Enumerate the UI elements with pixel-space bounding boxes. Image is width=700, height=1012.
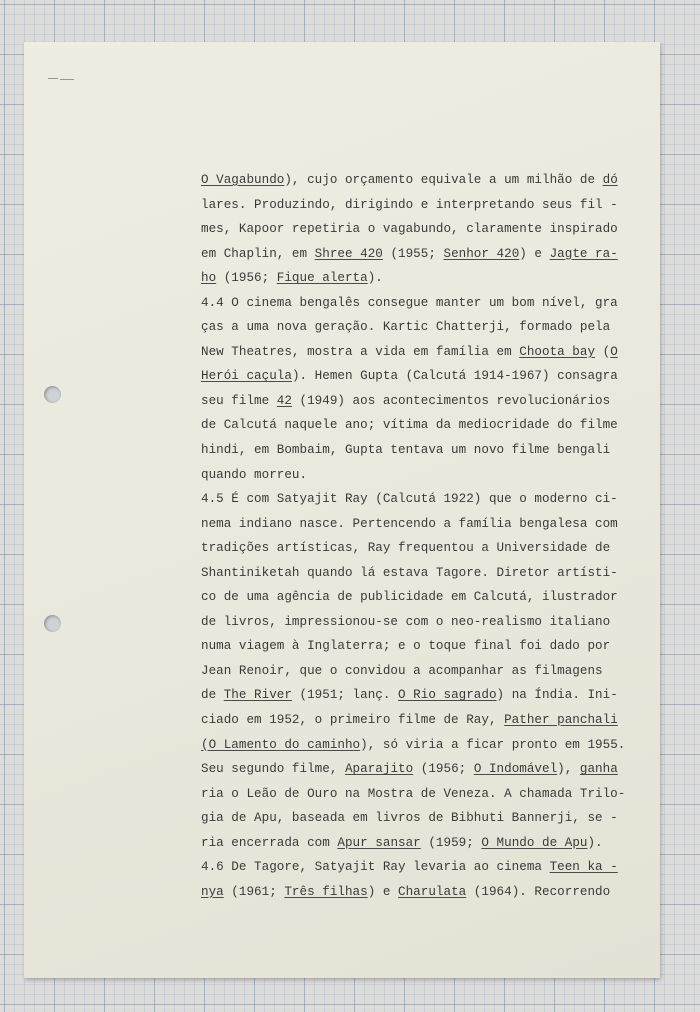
text-segment: ) na Índia. Ini- [496, 688, 618, 703]
text-line [201, 659, 621, 684]
underlined-title: O [610, 344, 618, 359]
pencil-mark [48, 78, 58, 79]
text-segment: (1949) aos acontecimentos revolucionários [291, 393, 611, 408]
text-segment: ), [557, 762, 580, 777]
underlined-title: Senhor 420 [443, 246, 520, 261]
underlined-title: Três filhas [284, 884, 368, 899]
text-segment: Jean Renoir, que o convidou a acompanhar as filmagens [201, 663, 603, 678]
text-segment: ria encerrada com [201, 835, 338, 850]
text-segment: (1956; [216, 271, 277, 286]
text-segment: ) e [519, 246, 550, 261]
text-line [201, 536, 621, 561]
underlined-title: Apur sansar [337, 835, 421, 850]
text-line [201, 315, 621, 340]
underlined-title: Aparajito [344, 762, 414, 777]
text-segment: New Theatres, mostra a vida em família em [201, 344, 520, 359]
text-segment: hindi, em Bombaim, Gupta tentava um novo filme bengali [201, 443, 611, 458]
typewritten-page [24, 42, 660, 978]
text-line [201, 389, 621, 414]
text-line [201, 585, 621, 610]
text-segment: (1961; [223, 884, 285, 899]
text-segment: em Chaplin, em [201, 246, 315, 261]
text-line [201, 561, 621, 586]
text-segment: ) e [367, 884, 399, 899]
underlined-title: ho [201, 271, 217, 286]
text-segment: ), só viria a ficar pronto em 1955. [360, 737, 626, 752]
text-segment: ciado em 1952, o primeiro filme de Ray, [201, 713, 505, 728]
text-line [201, 193, 621, 218]
underlined-title: Shree 420 [314, 246, 383, 261]
underlined-title: The River [223, 688, 292, 703]
text-segment: (1951; lanç. [291, 688, 399, 703]
text-line [201, 168, 621, 193]
text-segment: numa viagem à Inglaterra; e o toque final foi dado por [201, 639, 611, 654]
underlined-title: Pather panchali [504, 713, 618, 728]
text-segment: 4.6 De Tagore, Satyajit Ray levaria ao cinema [201, 860, 550, 875]
underlined-title: O Vagabundo [201, 173, 285, 187]
underlined-title: O Mundo de Apu [481, 835, 588, 850]
text-line [201, 610, 621, 635]
text-segment: de [201, 688, 224, 703]
text-segment: (1964). Recorrendo [466, 884, 611, 899]
text-line [201, 782, 626, 807]
underlined-title: (O Lamento do caminho [201, 737, 361, 752]
text-segment: (1955; [382, 246, 444, 261]
text-line [201, 733, 626, 758]
text-line [201, 413, 621, 438]
text-line [201, 217, 621, 242]
underlined-title: O Rio sagrado [398, 688, 497, 703]
text-line [201, 634, 621, 659]
text-segment: de Calcutá naquele ano; vítima da mediocridade do filme [201, 418, 618, 433]
text-segment: ria o Leão de Ouro na Mostra de Veneza. A chamada Trilo- [201, 786, 626, 801]
text-segment: tradições artísticas, Ray frequentou a Universidade de [201, 541, 611, 556]
text-segment: nema indiano nasce. Pertencendo a família bengalesa com [201, 516, 618, 531]
pencil-mark [60, 79, 74, 80]
punch-hole-bottom [44, 615, 61, 632]
text-segment: 4.4 O cinema bengalês consegue manter um bom nível, gra [201, 295, 618, 310]
text-segment: ). [367, 271, 383, 286]
text-segment: co de uma agência de publicidade em Calcutá, ilustrador [201, 590, 618, 605]
text-line [201, 463, 621, 488]
text-line [201, 364, 621, 389]
punch-hole-top [44, 386, 61, 403]
text-segment: Shantiniketah quando lá estava Tagore. Diretor artísti- [201, 565, 618, 580]
text-line [201, 880, 621, 905]
text-segment: ( [595, 344, 611, 359]
underlined-title: Fique alerta [276, 271, 368, 286]
underlined-title: nya [201, 884, 224, 899]
text-segment: 4.5 É com Satyajit Ray (Calcutá 1922) que o moderno ci- [201, 492, 618, 507]
underlined-title: Herói caçula [201, 369, 292, 384]
underlined-title: Charulata [398, 884, 467, 899]
text-segment: ). [587, 835, 603, 850]
text-line [201, 831, 621, 856]
underlined-title: dó [602, 173, 618, 187]
text-segment: Seu segundo filme, [201, 762, 345, 777]
text-segment: lares. Produzindo, dirigindo e interpretando seus fil - [201, 197, 618, 212]
text-segment: (1959; [420, 835, 482, 850]
text-line [201, 683, 621, 708]
underlined-title: ganha [579, 762, 618, 777]
underlined-title: O Indomável [473, 762, 558, 777]
document-body [201, 168, 626, 904]
text-segment: mes, Kapoor repetiria o vagabundo, claramente inspirado [201, 222, 618, 237]
text-line [201, 242, 621, 267]
underlined-title: Teen ka - [549, 860, 618, 875]
text-line [201, 806, 621, 831]
text-segment: ). Hemen Gupta (Calcutá 1914-1967) consagra [291, 369, 618, 384]
underlined-title: 42 [276, 393, 292, 408]
text-line [201, 291, 621, 316]
underlined-title: Jagte ra- [549, 246, 618, 261]
text-line [201, 266, 621, 291]
text-segment: de livros, impressionou-se com o neo-realismo italiano [201, 614, 611, 629]
underlined-title: Choota bay [519, 344, 596, 359]
text-line [201, 340, 621, 365]
text-line [201, 512, 621, 537]
text-segment: quando morreu. [201, 467, 308, 482]
text-segment: seu filme [201, 393, 277, 408]
text-segment: gia de Apu, baseada em livros de Bibhuti Bannerji, se - [201, 811, 618, 826]
text-line [201, 757, 621, 782]
text-segment: (1956; [413, 762, 474, 777]
text-line [201, 855, 621, 880]
text-segment: ), cujo orçamento equivale a um milhão de [284, 173, 603, 187]
text-line [201, 438, 621, 463]
text-line [201, 708, 621, 733]
text-line [201, 487, 621, 512]
text-segment: ças a uma nova geração. Kartic Chatterji, formado pela [201, 320, 611, 335]
